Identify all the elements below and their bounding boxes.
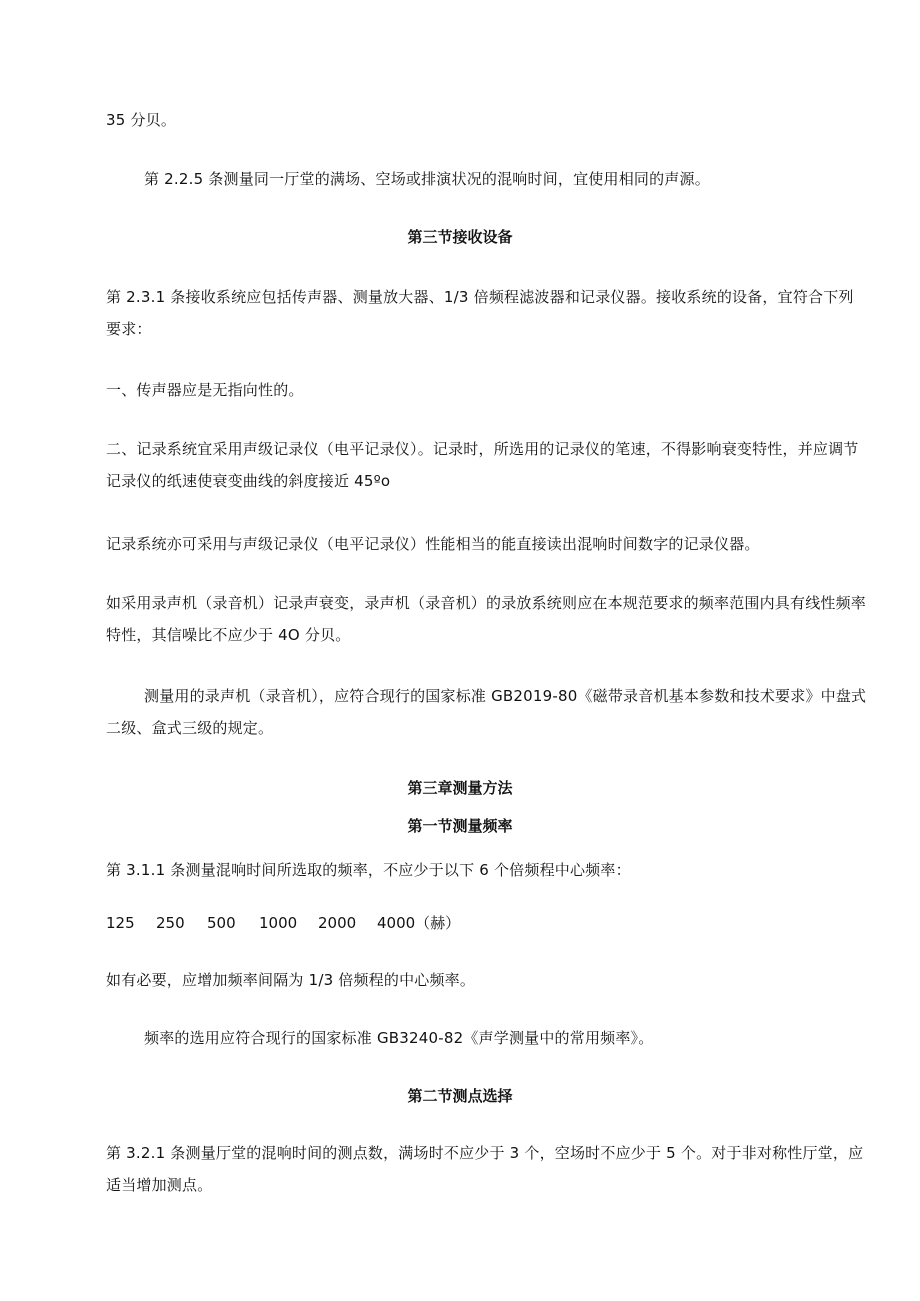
section-heading-measurement-points: 第二节测点选择 [407,1087,513,1105]
frequency-item: 4000（赫） [377,914,461,932]
frequency-list [106,912,460,934]
paragraph-tape-recorder: 如采用录声机（录音机）记录声衰变，录声机（录音机）的录放系统则应在本规范要求的频率范围内具有线性频率特性，其信噪比不应少于 4O 分贝。 [106,594,867,644]
paragraph-3-1-1: 第 3.1.1 条测量混响时间所选取的频率，不应少于以下 6 个倍频程中心频率： [106,861,631,879]
frequency-item: 500 [207,914,236,932]
paragraph-2-3-1: 第 2.3.1 条接收系统应包括传声器、测量放大器、1/3 倍频程滤波器和记录仪器。接收系统的设备，宜符合下列要求： [106,288,854,338]
frequency-item: 2000 [318,914,357,932]
paragraph-35db: 35 分贝。 [106,111,177,129]
paragraph-3-2-1: 第 3.2.1 条测量厅堂的混响时间的测点数，满场时不应少于 3 个，空场时不应少于 5 个。对于非对称性厅堂，应适当增加测点。 [106,1144,864,1194]
paragraph-frequency-standard: 频率的选用应符合现行的国家标准 GB3240-82《声学测量中的常用频率》。 [144,1029,654,1047]
frequency-item: 250 [156,914,185,932]
paragraph-item-1: 一、传声器应是无指向性的。 [106,381,304,399]
paragraph-recording-system: 记录系统亦可采用与声级记录仪（电平记录仪）性能相当的能直接读出混响时间数字的记录仪器。 [106,535,760,553]
chapter-heading-measurement-methods: 第三章测量方法 [407,779,513,797]
frequency-item: 1000 [259,914,298,932]
section-heading-measurement-frequency: 第一节测量频率 [407,817,513,835]
paragraph-recorder-standard: 测量用的录声机（录音机），应符合现行的国家标准 GB2019-80《磁带录音机基本参数和技术要求》中盘式二级、盒式三级的规定。 [106,687,867,737]
paragraph-item-2: 二、记录系统宜采用声级记录仪（电平记录仪）。记录时，所选用的记录仪的笔速，不得影响衰变特性，并应调节记录仪的纸速使衰变曲线的斜度接近 45ºo [106,440,859,490]
section-heading-receiving-equipment: 第三节接收设备 [407,228,513,246]
paragraph-2-2-5: 第 2.2.5 条测量同一厅堂的满场、空场或排演状况的混响时间，宜使用相同的声源。 [144,170,710,188]
paragraph-third-octave: 如有必要，应增加频率间隔为 1/3 倍频程的中心频率。 [106,971,476,989]
frequency-item: 125 [106,914,135,932]
